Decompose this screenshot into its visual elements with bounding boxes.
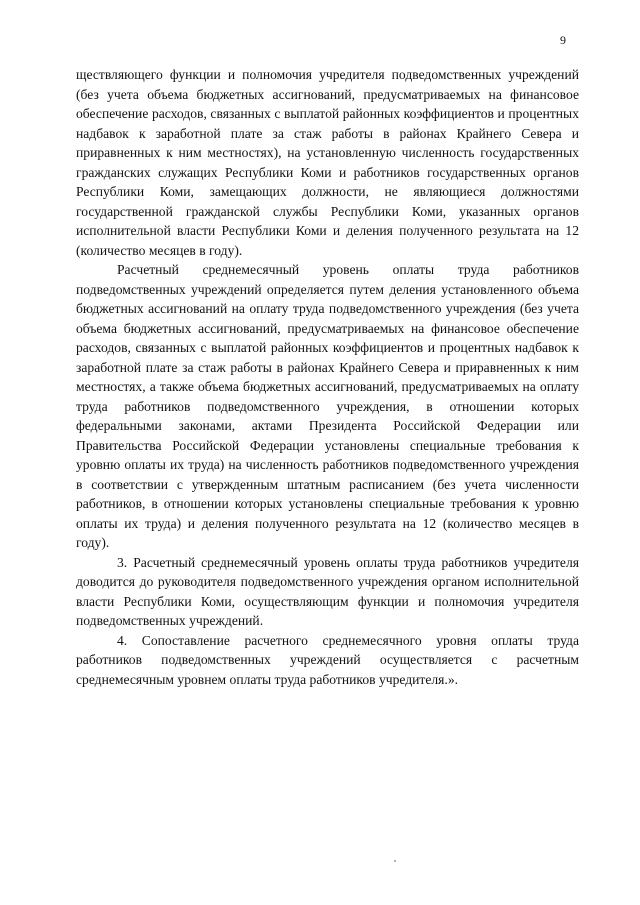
scan-artifact xyxy=(394,860,396,862)
paragraph-item-3: 3. Расчетный среднемесячный уровень оплаты труда работников учредителя доводится до руководителя подведомственного учреждения органом исполнительной власти Республики Коми, осуществляющим функции и полномочия учредителя подведомственных учреждений. xyxy=(76,554,579,628)
paragraph-item-4: 4. Сопоставление расчетного среднемесячного уровня оплаты труда работников подведомственных учреждений осуществляется с расчетным среднемесячным уровнем оплаты труда работников учредителя.». xyxy=(76,632,579,687)
paragraph-calculated-salary-subordinate: Расчетный среднемесячный уровень оплаты труда работников подведомственных учреждений определяется путем деления установленного объема бюджетных ассигнований на оплату труда подведомственного учреждения (без учета объема бюджетных ассигнований, предусматриваемых на финансовое обеспечение расходов, связанных с выплатой районных коэффициентов и процентных надбавок к заработной плате за стаж работы в районах Крайнего Севера и приравненных к ним местностях, а также объема бюджетных ассигнований, предусматриваемых на оплату труда работников подведомственного учреждения, в отношении которых федеральными законами, актами Президента Российской Федерации или Правительства Российской Федерации установлены специальные требования к уровню оплаты их труда) на численность работников подведомственного учреждения в соответствии с утвержденным штатным расписанием (без учета численности работников, в отношении которых установлены специальные требования к уровню оплаты их труда) и деления полученного результата на 12 (количество месяцев в году). xyxy=(76,262,579,550)
page-number: 9 xyxy=(560,33,566,47)
paragraph-continuation: ществляющего функции и полномочия учредителя подведомственных учреждений (без учета объема бюджетных ассигнований, предусматриваемых на финансовое обеспечение расходов, связанных с выплатой районных коэффициентов и процентных надбавок к заработной плате за стаж работы в районах Крайнего Севера и приравненных к ним местностях), на установленную численность государственных гражданских служащих Республики Коми и работников государственных органов Республики Коми, замещающих должности, не являющиеся должностями государственной гражданской службы Республики Коми, указанных органов исполнительной власти Республики Коми и деления полученного результата на 12 (количество месяцев в году). xyxy=(76,67,579,258)
document-body xyxy=(76,65,579,689)
